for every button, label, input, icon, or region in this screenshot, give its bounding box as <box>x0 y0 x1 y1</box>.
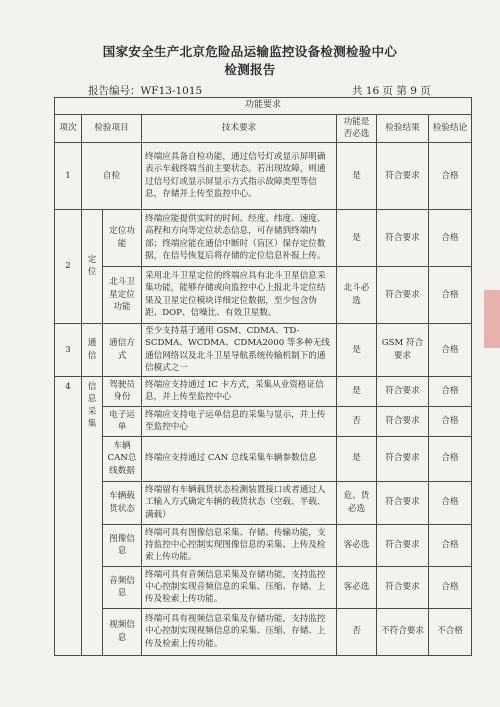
row-result: 符合要求 <box>377 566 429 608</box>
row-conclusion: 合格 <box>429 566 472 608</box>
row-item: 电子运单 <box>103 406 142 436</box>
document-subtitle: 检测报告 <box>224 62 276 77</box>
row-item: 定位功能 <box>103 209 142 266</box>
row-item: 通信方式 <box>103 323 142 376</box>
row-item: 车辆载货状态 <box>103 481 142 524</box>
row-requirement: 终端可具有音频信息采集及存储功能，支持监控中心控制实现音频信息的采集、压缩、存储、上传及检索上传功能。 <box>142 566 337 608</box>
table-header-row <box>55 115 472 143</box>
table-row <box>55 481 472 524</box>
row-no: 1 <box>55 142 82 209</box>
row-result: 符合要求 <box>377 376 429 406</box>
col-header-item: 检验项目 <box>82 115 142 143</box>
row-mandatory: 否 <box>337 608 377 655</box>
table-row <box>55 406 472 436</box>
page-info: 共 16 页 第 9 页 <box>352 85 431 97</box>
row-requirement: 终端可具有图像信息采集、存储、传输功能，支持监控中心控制实现图像信息的采集、上传及检索上传功能。 <box>142 524 337 566</box>
col-header-requirement: 技术要求 <box>142 115 337 143</box>
row-mandatory: 否 <box>337 406 377 436</box>
row-conclusion: 合格 <box>429 323 472 376</box>
col-header-no: 项次 <box>55 115 82 143</box>
row-group: 定位 <box>82 209 103 323</box>
row-item: 视频信息 <box>103 608 142 655</box>
document-title: 国家安全生产北京危险品运输监控设备检测检验中心 <box>102 44 398 59</box>
row-requirement: 终端应能提供实时的时间、经度、纬度、速度、高程和方向等定位状态信息，可存储到终端内部；终端应能在通信中断时（盲区）保存定位数据，在信号恢复后将存储的定位信息补报上传。 <box>142 209 337 266</box>
row-requirement: 终端应支持通过 CAN 总线采集车辆参数信息 <box>142 436 337 481</box>
row-mandatory: 是 <box>337 209 377 266</box>
row-conclusion: 合格 <box>429 481 472 524</box>
row-no: 4 <box>55 376 82 655</box>
row-mandatory: 客必选 <box>337 524 377 566</box>
row-item: 图像信息 <box>103 524 142 566</box>
col-header-result: 检验结果 <box>377 115 429 143</box>
function-requirements-table <box>54 97 472 656</box>
row-conclusion: 不合格 <box>429 608 472 655</box>
row-requirement: 终端应支持通过 IC 卡方式，采集从业资格证信息，并上传至监控中心 <box>142 376 337 406</box>
row-result: 符合要求 <box>377 406 429 436</box>
row-group: 通信 <box>82 323 103 376</box>
row-conclusion: 合格 <box>429 376 472 406</box>
table-row <box>55 266 472 323</box>
row-requirement: 采用北斗卫星定位的终端应具有北斗卫星信息采集功能，能够存储或向监控中心上报北斗定位结果及卫星定位模块详细定位数据，至少包含伪距、DOP、信噪比、有效卫星数。 <box>142 266 337 323</box>
seal-stamp <box>484 290 500 348</box>
row-conclusion: 合格 <box>429 524 472 566</box>
row-result: 符合要求 <box>377 266 429 323</box>
row-item: 驾驶员身份 <box>103 376 142 406</box>
row-conclusion: 合格 <box>429 406 472 436</box>
table-row <box>55 566 472 608</box>
row-result: 符合要求 <box>377 209 429 266</box>
row-item: 北斗卫星定位功能 <box>103 266 142 323</box>
report-number: 报告编号：WF13-1015 <box>88 85 203 97</box>
row-result: 不符合要求 <box>377 608 429 655</box>
row-result: 符合要求 <box>377 481 429 524</box>
row-requirement: 终端应支持电子运单信息的采集与显示，并上传至监控中心 <box>142 406 337 436</box>
row-result: 符合要求 <box>377 142 429 209</box>
row-group: 信息采集 <box>82 376 103 655</box>
col-header-conclusion: 检验结论 <box>429 115 472 143</box>
row-item: 音频信息 <box>103 566 142 608</box>
col-header-mandatory: 功能是否必选 <box>337 115 377 143</box>
row-mandatory: 是 <box>337 323 377 376</box>
row-result: 符合要求 <box>377 436 429 481</box>
section-title: 功能要求 <box>55 98 472 115</box>
row-requirement: 终端应具备自检功能，通过信号灯或显示屏明确表示车载终端当前主要状态。若出现故障，则通过信号灯或显示屏显示方式指示故障类型等信息，存储并上传至监控中心。 <box>142 142 337 209</box>
row-item: 自检 <box>82 142 142 209</box>
table-row <box>55 436 472 481</box>
row-no: 2 <box>55 209 82 323</box>
row-no: 3 <box>55 323 82 376</box>
row-mandatory: 客必选 <box>337 566 377 608</box>
table-row <box>55 376 472 406</box>
row-item: 车辆CAN总线数据 <box>103 436 142 481</box>
row-mandatory: 是 <box>337 376 377 406</box>
row-requirement: 至少支持基于通用 GSM、CDMA、TD-SCDMA、WCDMA、CDMA2000 等多种无线通信网络以及北斗卫星导航系统传输机制下的通信模式之一 <box>142 323 337 376</box>
row-mandatory: 是 <box>337 436 377 481</box>
row-mandatory: 北斗必选 <box>337 266 377 323</box>
table-row <box>55 142 472 209</box>
table-row <box>55 323 472 376</box>
row-mandatory: 危、货必选 <box>337 481 377 524</box>
table-row <box>55 209 472 266</box>
row-result: 符合要求 <box>377 524 429 566</box>
table-row <box>55 524 472 566</box>
row-requirement: 终端留有车辆载货状态检测装置接口或者通过人工输入方式确定车辆的载货状态（空载、半载、满载） <box>142 481 337 524</box>
row-mandatory: 是 <box>337 142 377 209</box>
row-conclusion: 合格 <box>429 266 472 323</box>
row-conclusion: 合格 <box>429 142 472 209</box>
row-requirement: 终端可具有视频信息采集及存储功能，支持监控中心控制实现视频信息的采集、压缩、存储、上传及检索上传功能。 <box>142 608 337 655</box>
row-conclusion: 合格 <box>429 209 472 266</box>
table-row <box>55 608 472 655</box>
row-conclusion: 合格 <box>429 436 472 481</box>
row-result: GSM 符合要求 <box>377 323 429 376</box>
